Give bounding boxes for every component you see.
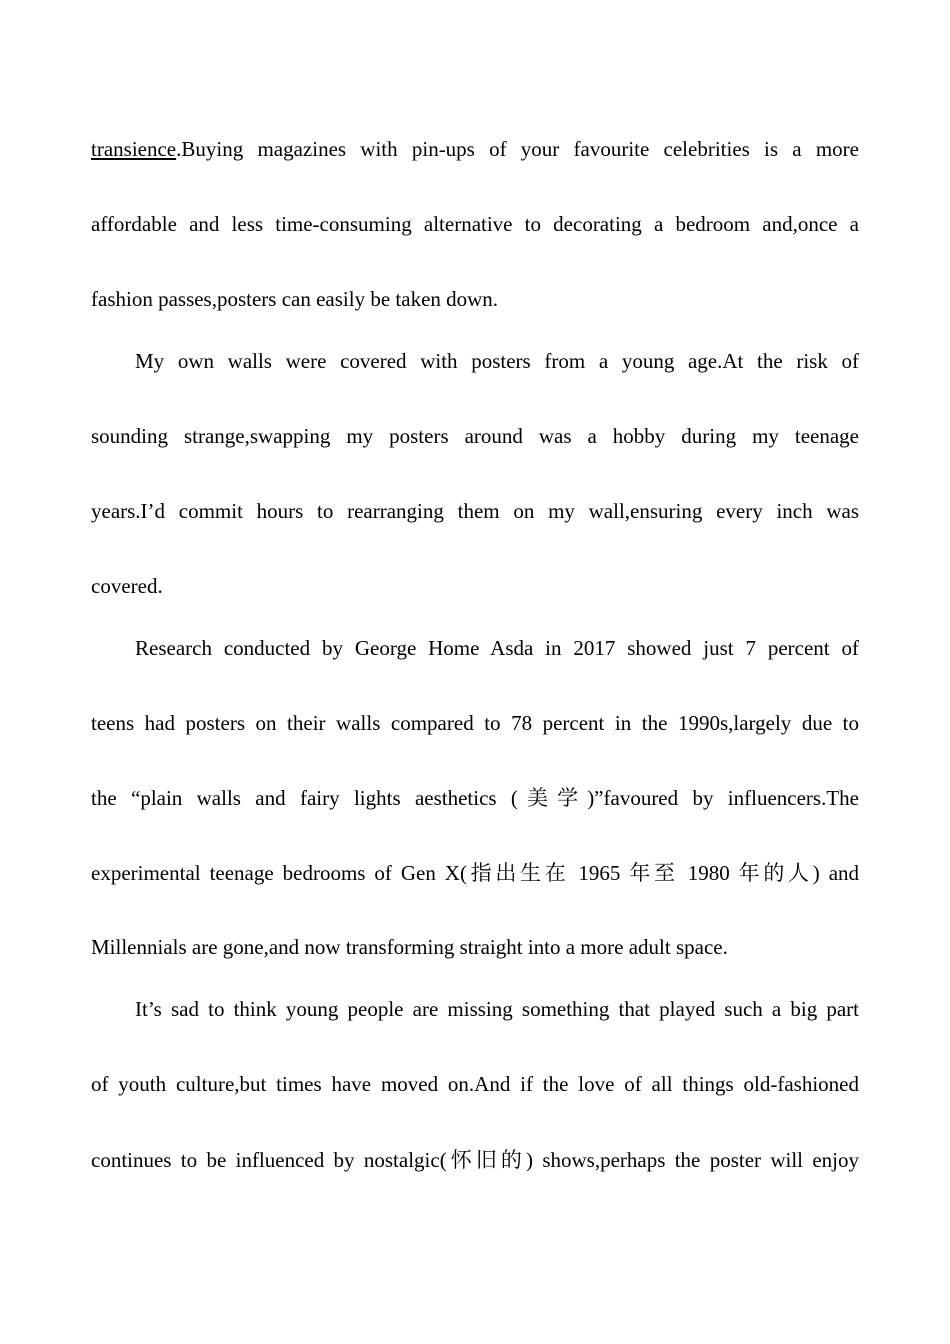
text-line: Millennials are gone,and now transforming straight into a more adult space.	[91, 935, 728, 959]
text-line: teens had posters on their walls compared to 78 percent in the 1990s,largely due to	[91, 711, 859, 735]
chinese-gloss: 怀旧的	[446, 1148, 527, 1172]
chinese-gloss: 年的人	[738, 861, 813, 885]
text-span: )”favoured by influencers.The	[587, 786, 859, 810]
text-span: 1980	[678, 861, 739, 885]
text-line	[91, 1145, 859, 1175]
text-line: My own walls were covered with posters from a young age.At the risk of	[135, 349, 859, 373]
text-line: of youth culture,but times have moved on.And if the love of all things old-fashioned	[91, 1072, 859, 1096]
text-line: covered.	[91, 574, 163, 598]
chinese-gloss: 指出生在	[466, 861, 570, 885]
text-line: years.I’d commit hours to rearranging them on my wall,ensuring every inch was	[91, 499, 859, 523]
text-span: ) and	[812, 861, 860, 885]
text-line: It’s sad to think young people are missing something that played such a big part	[135, 997, 859, 1021]
chinese-gloss: 年至	[629, 861, 679, 885]
text-line: Research conducted by George Home Asda in 2017 showed just 7 percent of	[135, 636, 859, 660]
text-line: sounding strange,swapping my posters around was a hobby during my teenage	[91, 424, 859, 448]
document-page	[91, 0, 859, 1344]
chinese-gloss: 美学	[517, 786, 588, 810]
text-span: the “plain walls and fairy lights aesthetics (	[91, 786, 518, 810]
underlined-word: transience	[91, 137, 177, 161]
text-span: .Buying magazines with pin-ups of your favourite celebrities is a more	[176, 137, 859, 161]
text-span: 1965	[569, 861, 630, 885]
text-line	[91, 783, 859, 813]
text-line	[91, 858, 859, 888]
text-span: continues to be influenced by nostalgic(	[91, 1148, 447, 1172]
text-span: experimental teenage bedrooms of Gen X(	[91, 861, 467, 885]
text-line: affordable and less time-consuming alternative to decorating a bedroom and,once a	[91, 212, 859, 236]
text-span: ) shows,perhaps the poster will enjoy	[526, 1148, 860, 1172]
text-line	[91, 134, 859, 164]
text-line: fashion passes,posters can easily be taken down.	[91, 287, 499, 311]
